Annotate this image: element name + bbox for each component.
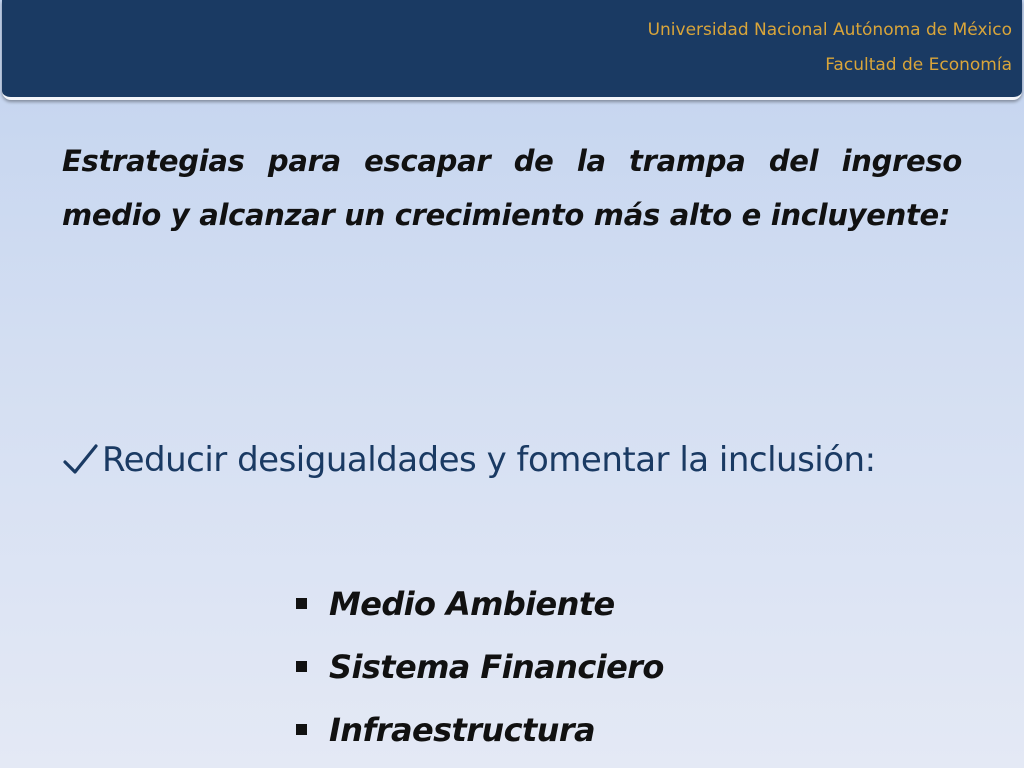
header-bar <box>2 0 1022 100</box>
faculty-name: Facultad de Economía <box>825 55 1012 75</box>
main-point <box>60 440 876 480</box>
sub-point-text: Medio Ambiente <box>329 584 615 623</box>
list-item <box>296 635 664 698</box>
square-bullet-icon <box>296 724 307 735</box>
sub-point-text: Sistema Financiero <box>329 647 664 686</box>
list-item <box>296 698 664 761</box>
checkmark-icon <box>60 440 100 480</box>
main-point-text: Reducir desigualdades y fomentar la inclusión: <box>102 440 876 480</box>
slide-title: Estrategias para escapar de la trampa del ingreso medio y alcanzar un crecimiento más alto e incluyente: <box>62 144 962 232</box>
university-name: Universidad Nacional Autónoma de México <box>647 20 1012 40</box>
list-item <box>296 572 664 635</box>
square-bullet-icon <box>296 661 307 672</box>
sub-point-text: Infraestructura <box>329 710 596 749</box>
sub-points-list <box>296 572 664 761</box>
square-bullet-icon <box>296 598 307 609</box>
